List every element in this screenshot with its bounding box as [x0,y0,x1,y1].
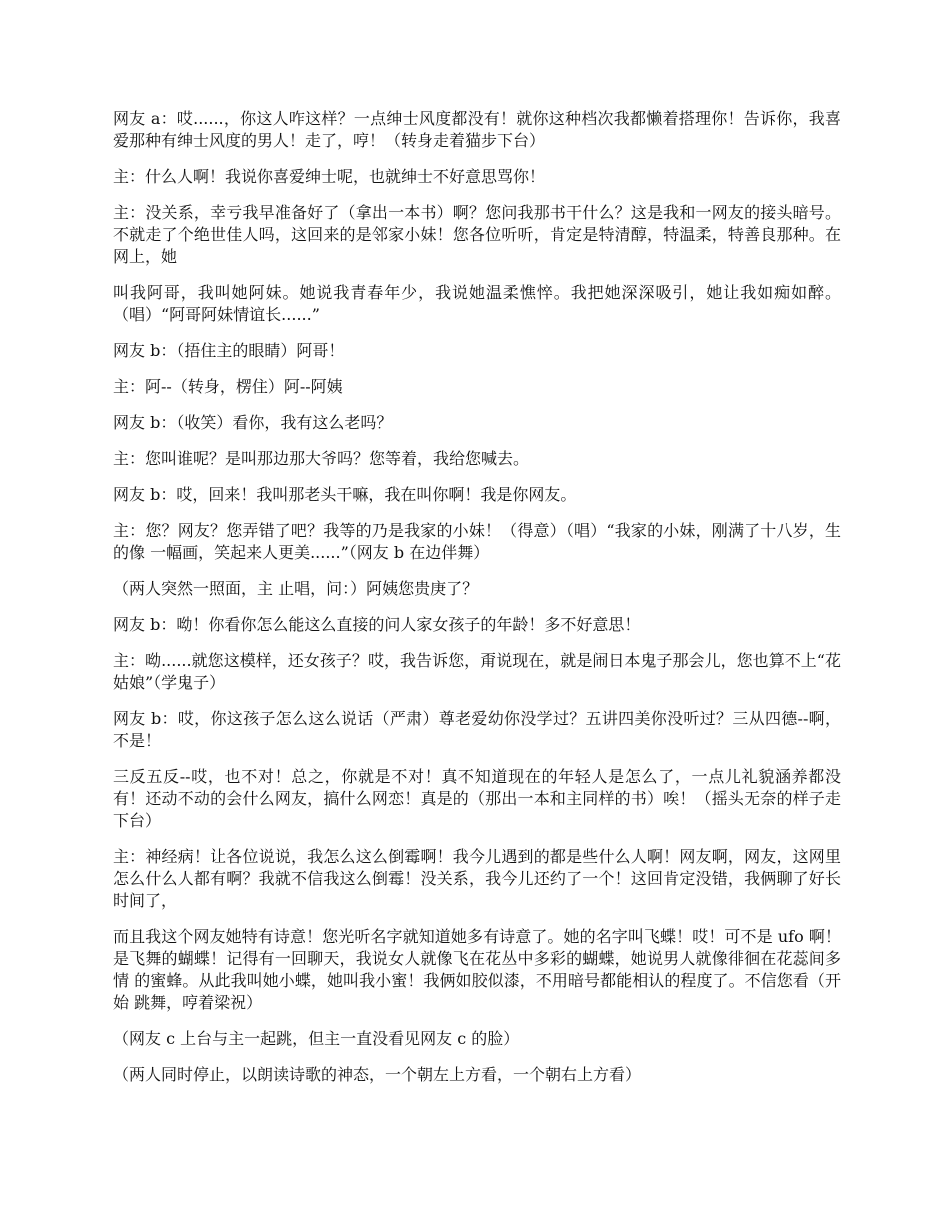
paragraph: 网友 b：（收笑）看你，我有这么老吗？ [113,413,393,432]
paragraph: （两人同时停止，以朗读诗歌的神态，一个朝左上方看，一个朝右上方看） [113,1065,642,1084]
paragraph: 主：呦......就您这模样，还女孩子？哎，我告诉您，甭说现在，就是闹日本鬼子那会儿，您也算不上“花姑娘”（学鬼子） [113,651,841,692]
paragraph: 三反五反--哎，也不对！总之，你就是不对！真不知道现在的年轻人是怎么了，一点儿礼貌涵养都没有！还动不动的会什么网友，搞什么网恋！真是的（那出一本和主同样的书）唉！（摇头无奈的样子走 下台） [113,767,841,830]
paragraph: 网友 b：（捂住主的眼睛）阿哥！ [113,341,345,360]
paragraph: 主：什么人啊！我说你喜爱绅士呢，也就绅士不好意思骂你！ [113,167,546,186]
paragraph: 而且我这个网友她特有诗意！您光听名字就知道她多有诗意了。她的名字叫飞蝶！哎！可不是 ufo 啊！是飞舞的蝴蝶！记得有一回聊天，我说女人就像飞在花丛中多彩的蝴蝶，她说男人就像徘徊在花蕊间多情 的蜜蜂。从此我叫她小蝶，她叫我小蜜！我俩如胶似漆，不用暗号都能相认的程度了。不信您看（开始 跳舞，哼着梁祝） [113,927,841,1012]
paragraph: 网友 a：哎......，你这人咋这样？一点绅士风度都没有！就你这种档次我都懒着搭理你！告诉你，我喜爱那种有绅士风度的男人！走了，哼！（转身走着猫步下台） [113,109,841,150]
paragraph: 主：您叫谁呢？是叫那边那大爷吗？您等着，我给您喊去。 [113,449,530,468]
paragraph: （两人突然一照面，主 止唱，问：）阿姨您贵庚了？ [113,579,479,598]
paragraph: 主：阿--（转身，楞住）阿--阿姨 [113,377,343,396]
paragraph: 主：没关系，幸亏我早准备好了（拿出一本书）啊？您问我那书干什么？这是我和一网友的接头暗号。不就走了个绝世佳人吗，这回来的是邻家小妹！您各位听听，肯定是特清醇，特温柔，特善良那种。在网上，她 [113,203,841,266]
paragraph: 叫我阿哥，我叫她阿妹。她说我青春年少，我说她温柔憔悴。我把她深深吸引，她让我如痴如醉。（唱）“阿哥阿妹情谊长......” [113,283,841,324]
paragraph: 主：您？网友？您弄错了吧？我等的乃是我家的小妹！（得意）（唱）“我家的小妹，刚满了十八岁，生的像 一幅画，笑起来人更美......”（网友 b 在边伴舞） [113,521,841,562]
paragraph: 网友 b：呦！你看你怎么能这么直接的问人家女孩子的年龄！多不好意思！ [113,615,641,634]
paragraph: 网友 b：哎，回来！我叫那老头干嘛，我在叫你啊！我是你网友。 [113,485,577,504]
paragraph: （网友 c 上台与主一起跳，但主一直没看见网友 c 的脸） [113,1029,520,1048]
paragraph: 网友 b：哎，你这孩子怎么这么说话（严肃）尊老爱幼你没学过？五讲四美你没听过？三从四德--啊，不是！ [113,709,841,750]
paragraph: 主：神经病！让各位说说，我怎么这么倒霉啊！我今儿遇到的都是些什么人啊！网友啊，网友，这网里怎么什么人都有啊？我就不信我这么倒霉！没关系，我今儿还约了一个！这回肯定没错，我俩聊了好长时间了， [113,847,841,910]
document-page [113,108,841,1100]
